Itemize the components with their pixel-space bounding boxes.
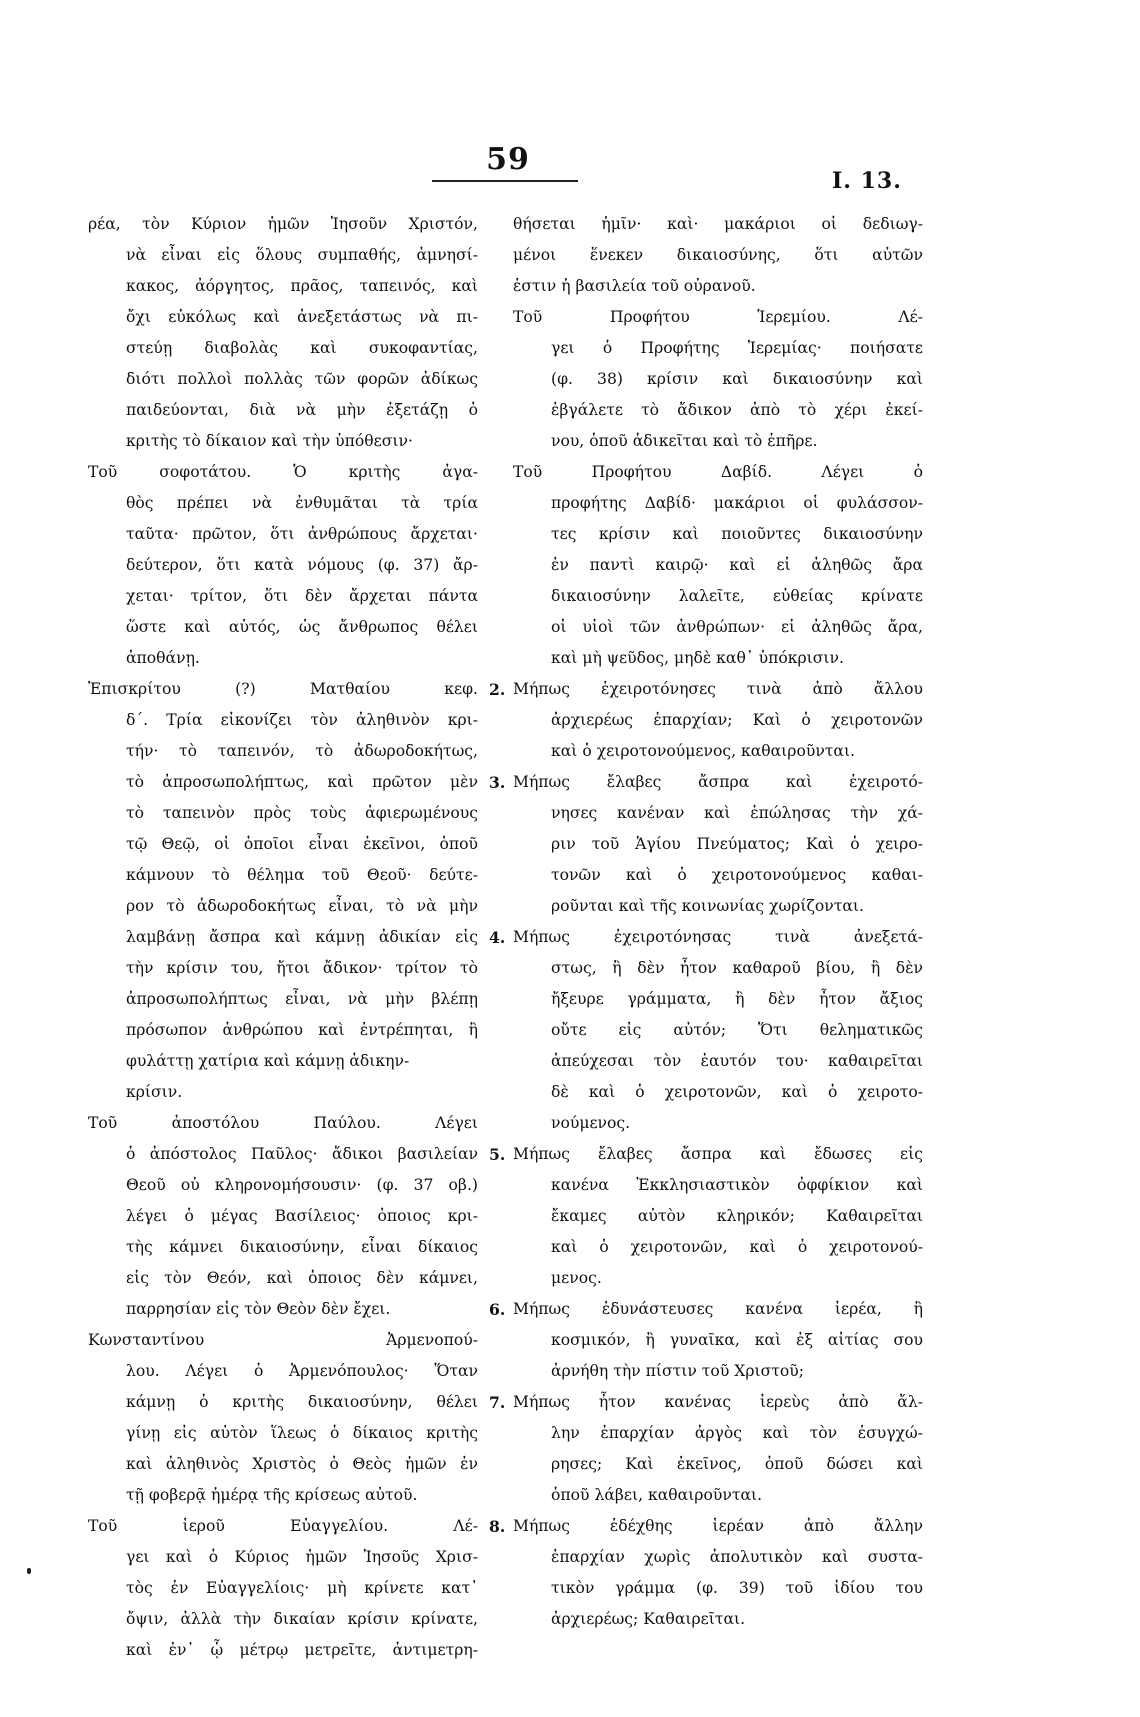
right-text-line <box>513 1077 923 1108</box>
line-text: προφήτης Δαβίδ· μακάριοι οἱ φυλάσσον- <box>551 494 923 512</box>
header-rule <box>432 180 578 182</box>
left-text-line: παρρησίαν εἰς τὸν Θεὸν δὲν ἔχει. <box>126 1300 391 1318</box>
left-text-line: κακος, ἀόργητος, πρᾶος, ταπεινός, καὶ <box>126 277 478 295</box>
line-text: δικαιοσύνην λαλεῖτε, εὐθείας κρίνατε <box>551 587 923 605</box>
right-text-line <box>513 736 923 767</box>
left-text-line: κριτὴς τὸ δίκαιον καὶ τὴν ὑπόθεσιν· <box>126 432 413 450</box>
left-text-line: ὁ ἀπόστολος Παῦλος· ἄδικοι βασιλείαν <box>126 1145 478 1163</box>
left-text-line: τὴν κρίσιν του, ἤτοι ἄδικον· τρίτον τὸ <box>126 959 478 977</box>
left-text-line: λαμβάνῃ ἄσπρα καὶ κάμνῃ ἀδικίαν εἰς <box>126 928 478 946</box>
left-text-line: Κωνσταντίνου Ἀρμενοπού- <box>88 1331 478 1349</box>
item-number: 6. <box>489 1300 506 1319</box>
numbered-item-line <box>489 922 923 953</box>
left-text-line: τήν· τὸ ταπεινόν, τὸ ἀδωροδοκήτως, <box>126 742 478 760</box>
right-text-line <box>513 1201 923 1232</box>
line-text: καὶ ὁ χειροτονούμενος, καθαιροῦνται. <box>551 742 856 760</box>
right-text-line <box>513 333 923 364</box>
signature-mark: Ι. 13. <box>832 168 902 194</box>
line-text: ρησες; Καὶ ἐκεῖνος, ὁποῦ δώσει καὶ <box>551 1455 923 1473</box>
line-text: ἀρνήθη τὴν πίστιν τοῦ Χριστοῦ; <box>551 1362 805 1380</box>
right-text-line <box>513 209 923 240</box>
left-text-line: διότι πολλοὶ πολλὰς τῶν φορῶν ἀδίκως <box>126 370 478 388</box>
line-text: στως, ἢ δὲν ἦτον καθαροῦ βίου, ἢ δὲν <box>551 959 923 977</box>
line-text: Μήπως ἐχειροτόνησες τινὰ ἀπὸ ἄλλου <box>513 680 923 698</box>
left-text-line: τὸ ἀπροσωπολήπτως, καὶ πρῶτον μὲν <box>126 773 478 791</box>
line-text: γει ὁ Προφήτης Ἱερεμίας· ποιήσατε <box>551 339 923 357</box>
line-text: καὶ ὁ χειροτονῶν, καὶ ὁ χειροτονού- <box>551 1238 923 1256</box>
line-text: θήσεται ἡμῖν· καὶ· μακάριοι οἱ δεδιωγ- <box>513 215 923 233</box>
line-text: κοσμικόν, ἢ γυναῖκα, καὶ ἐξ αἰτίας σου <box>551 1331 923 1349</box>
page-number: 59 <box>486 142 530 177</box>
left-text-line: χεται· τρίτον, ὅτι δὲν ἄρχεται πάντα <box>126 587 478 605</box>
right-text-line <box>513 581 923 612</box>
line-text: ἐβγάλετε τὸ ἄδικον ἀπὸ τὸ χέρι ἐκεί- <box>551 401 923 419</box>
right-text-line <box>513 271 923 302</box>
line-text: οἱ υἱοὶ τῶν ἀνθρώπων· εἰ ἀληθῶς ἄρα, <box>551 618 923 636</box>
line-text: ἀρχιερέως ἐπαρχίαν; Καὶ ὁ χειροτονῶν <box>551 711 923 729</box>
left-text-line: κάμνουν τὸ θέλημα τοῦ Θεοῦ· δεύτε- <box>126 866 478 884</box>
right-text-line <box>513 798 923 829</box>
right-text-line <box>513 953 923 984</box>
item-number: 4. <box>489 928 506 947</box>
numbered-item-line <box>489 1294 923 1325</box>
line-text: τες κρίσιν καὶ ποιοῦντες δικαιοσύνην <box>551 525 923 543</box>
right-text-line <box>513 426 923 457</box>
left-text-line: τῇ φοβερᾷ ἡμέρᾳ τῆς κρίσεως αὐτοῦ. <box>126 1486 418 1504</box>
right-text-line <box>513 1232 923 1263</box>
left-text-line: ρον τὸ ἀδωροδοκήτως εἶναι, τὸ νὰ μὴν <box>126 897 478 915</box>
right-text-line <box>513 1542 923 1573</box>
line-text: ὁποῦ λάβει, καθαιροῦνται. <box>551 1486 763 1504</box>
numbered-item-line <box>489 767 923 798</box>
line-text: τικὸν γράμμα (φ. 39) τοῦ ἰδίου του <box>551 1579 923 1597</box>
right-text-line <box>513 302 923 333</box>
line-text: Μήπως ἔλαβες ἄσπρα καὶ ἔδωσες εἰς <box>513 1145 923 1163</box>
left-text-line: πρόσωπον ἀνθρώπου καὶ ἐντρέπηται, ἢ <box>126 1021 478 1039</box>
left-text-line: Θεοῦ οὐ κληρονομήσουσιν· (φ. 37 οβ.) <box>126 1176 478 1194</box>
right-text-line <box>513 984 923 1015</box>
right-text-line <box>513 1573 923 1604</box>
right-text-line <box>513 643 923 674</box>
line-text: ἀρχιερέως; Καθαιρεῖται. <box>551 1610 746 1628</box>
line-text: λην ἐπαρχίαν ἀργὸς καὶ τὸν ἐσυγχώ- <box>551 1424 923 1442</box>
line-text: νησες κανέναν καὶ ἐπώλησας τὴν χά- <box>551 804 923 822</box>
left-text-line: Τοῦ ἀποστόλου Παύλου. Λέγει <box>88 1114 478 1132</box>
right-text-line <box>513 1170 923 1201</box>
line-text: Μήπως ἐδέχθης ἱερέαν ἀπὸ ἄλλην <box>513 1517 923 1535</box>
left-text-line: νὰ εἶναι εἰς ὅλους συμπαθής, ἀμνησί- <box>126 246 478 264</box>
right-text-line <box>513 240 923 271</box>
line-text: Μήπως ἔλαβες ἄσπρα καὶ ἐχειροτό- <box>513 773 923 791</box>
left-text-line: Τοῦ σοφοτάτου. Ὁ κριτὴς ἀγα- <box>88 463 478 481</box>
line-text: νου, ὁποῦ ἀδικεῖται καὶ τὸ ἐπῆρε. <box>551 432 818 450</box>
right-text-line <box>513 488 923 519</box>
line-text: ἐπαρχίαν χωρὶς ἀπολυτικὸν καὶ συστα- <box>551 1548 923 1566</box>
right-text-line <box>513 612 923 643</box>
item-number: 3. <box>489 773 506 792</box>
left-text-line: ταῦτα· πρῶτον, ὅτι ἀνθρώπους ἄρχεται· <box>126 525 478 543</box>
line-text: Μήπως ἦτον κανένας ἱερεὺς ἀπὸ ἄλ- <box>513 1393 923 1411</box>
line-text: ἤξευρε γράμματα, ἢ δὲν ἦτον ἄξιος <box>551 990 923 1008</box>
left-text-line: λου. Λέγει ὁ Ἀρμενόπουλος· Ὅταν <box>126 1362 478 1380</box>
right-column <box>489 209 923 1635</box>
left-text-line: φυλάττῃ χατίρια καὶ κάμνῃ ἀδικην- <box>126 1052 410 1070</box>
numbered-item-line <box>489 1139 923 1170</box>
line-text: Μήπως ἐδυνάστευσες κανένα ἱερέα, ἢ <box>513 1300 923 1318</box>
left-text-line: τῷ Θεῷ, οἱ ὁποῖοι εἶναι ἐκεῖνοι, ὁποῦ <box>126 835 478 853</box>
right-text-line <box>513 1325 923 1356</box>
left-text-line: καὶ ἀληθινὸς Χριστὸς ὁ Θεὸς ἡμῶν ἐν <box>126 1455 478 1473</box>
line-text: ροῦνται καὶ τῆς κοινωνίας χωρίζονται. <box>551 897 865 915</box>
numbered-item-line <box>489 674 923 705</box>
line-text: ἀπεύχεσαι τὸν ἑαυτόν του· καθαιρεῖται <box>551 1052 923 1070</box>
left-text-line: τὴς κάμνει δικαιοσύνην, εἶναι δίκαιος <box>126 1238 478 1256</box>
left-text-line: καὶ ἐν᾽ ᾧ μέτρῳ μετρεῖτε, ἀντιμετρη- <box>126 1641 478 1659</box>
left-text-line: ἀπροσωπολήπτως εἶναι, νὰ μὴν βλέπῃ <box>126 990 478 1008</box>
line-text: Τοῦ Προφήτου Δαβίδ. Λέγει ὁ <box>513 463 923 481</box>
left-text-line: παιδεύονται, διὰ νὰ μὴν ἐξετάζῃ ὁ <box>126 401 478 419</box>
left-text-line: κάμνῃ ὁ κριτὴς δικαιοσύνην, θέλει <box>126 1393 478 1411</box>
right-text-line <box>513 1046 923 1077</box>
line-text: δὲ καὶ ὁ χειροτονῶν, καὶ ὁ χειροτο- <box>551 1083 923 1101</box>
line-text: νούμενος. <box>551 1114 631 1132</box>
left-text-line: τὸ ταπεινὸν πρὸς τοὺς ἀφιερωμένους <box>126 804 478 822</box>
line-text: καὶ μὴ ψεῦδος, μηδὲ καθ᾽ ὑπόκρισιν. <box>551 649 844 667</box>
line-text: ριν τοῦ Ἁγίου Πνεύματος; Καὶ ὁ χειρο- <box>551 835 923 853</box>
right-text-line <box>513 1263 923 1294</box>
left-text-line: εἰς τὸν Θεόν, καὶ ὁποιος δὲν κάμνει, <box>126 1269 478 1287</box>
right-text-line <box>513 1015 923 1046</box>
line-text: ἐν παντὶ καιρῷ· καὶ εἰ ἀληθῶς ἄρα <box>551 556 923 574</box>
line-text: τονῶν καὶ ὁ χειροτονούμενος καθαι- <box>551 866 923 884</box>
left-text-line: κρίσιν. <box>126 1083 183 1101</box>
left-text-line: ἀποθάνῃ. <box>126 649 200 667</box>
right-text-line <box>513 1108 923 1139</box>
item-number: 8. <box>489 1517 506 1536</box>
line-text: οὔτε εἰς αὐτόν; Ὅτι θεληματικῶς <box>551 1021 923 1039</box>
right-text-line <box>513 1418 923 1449</box>
left-text-line: ὄχι εὐκόλως καὶ ἀνεξετάστως νὰ πι- <box>126 308 478 326</box>
line-text: κανένα Ἐκκλησιαστικὸν ὀφφίκιον καὶ <box>551 1176 923 1194</box>
left-text-line: δεύτερον, ὅτι κατὰ νόμους (φ. 37) ἄρ- <box>126 556 478 574</box>
line-text: ἐστιν ἡ βασιλεία τοῦ οὐρανοῦ. <box>513 277 756 295</box>
left-text-line: Τοῦ ἱεροῦ Εὐαγγελίου. Λέ- <box>88 1517 478 1535</box>
right-text-line <box>513 1604 923 1635</box>
line-text: Μήπως ἐχειροτόνησας τινὰ ἀνεξετά- <box>513 928 923 946</box>
line-text: μενος. <box>551 1269 602 1287</box>
right-text-line <box>513 457 923 488</box>
numbered-item-line <box>489 1511 923 1542</box>
numbered-item-line <box>489 1387 923 1418</box>
right-text-line <box>513 860 923 891</box>
line-text: Τοῦ Προφήτου Ἱερεμίου. Λέ- <box>513 308 923 326</box>
right-text-line <box>513 519 923 550</box>
left-text-line: γει καὶ ὁ Κύριος ἡμῶν Ἰησοῦς Χρισ- <box>126 1548 478 1566</box>
left-text-line: τὸς ἐν Εὐαγγελίοις· μὴ κρίνετε κατ᾽ <box>126 1579 478 1597</box>
item-number: 7. <box>489 1393 506 1412</box>
left-text-line: λέγει ὁ μέγας Βασίλειος· ὁποιος κρι- <box>126 1207 478 1225</box>
right-text-line <box>513 891 923 922</box>
item-number: 5. <box>489 1145 506 1164</box>
left-text-line: γίνῃ εἰς αὐτὸν ἵλεως ὁ δίκαιος κριτὴς <box>126 1424 478 1442</box>
right-text-line <box>513 1356 923 1387</box>
left-text-line: ὄψιν, ἀλλὰ τὴν δικαίαν κρίσιν κρίνατε, <box>126 1610 478 1628</box>
left-column <box>88 209 478 1666</box>
right-text-line <box>513 829 923 860</box>
left-text-line: στεύῃ διαβολὰς καὶ συκοφαντίας, <box>126 339 478 357</box>
item-number: 2. <box>489 680 506 699</box>
left-text-line: θὸς πρέπει νὰ ἐνθυμᾶται τὰ τρία <box>126 494 478 512</box>
right-text-line <box>513 1449 923 1480</box>
right-text-line <box>513 1480 923 1511</box>
line-text: (φ. 38) κρίσιν καὶ δικαιοσύνην καὶ <box>551 370 923 388</box>
scan-mark <box>27 1568 31 1574</box>
page-header <box>0 0 1140 200</box>
left-text-line: Ἐπισκρίτου (?) Ματθαίου κεφ. <box>88 680 478 698</box>
right-text-line <box>513 395 923 426</box>
right-text-line <box>513 705 923 736</box>
line-text: ἔκαμες αὐτὸν κληρικόν; Καθαιρεῖται <box>551 1207 923 1225</box>
left-text-line: ὥστε καὶ αὐτός, ὡς ἄνθρωπος θέλει <box>126 618 478 636</box>
right-text-line <box>513 550 923 581</box>
left-text-line: δ΄. Τρία εἰκονίζει τὸν ἀληθινὸν κρι- <box>126 711 478 729</box>
line-text: μένοι ἕνεκεν δικαιοσύνης, ὅτι αὐτῶν <box>513 246 923 264</box>
right-text-line <box>513 364 923 395</box>
left-text-line: ρέα, τὸν Κύριον ἡμῶν Ἰησοῦν Χριστόν, <box>88 215 478 233</box>
